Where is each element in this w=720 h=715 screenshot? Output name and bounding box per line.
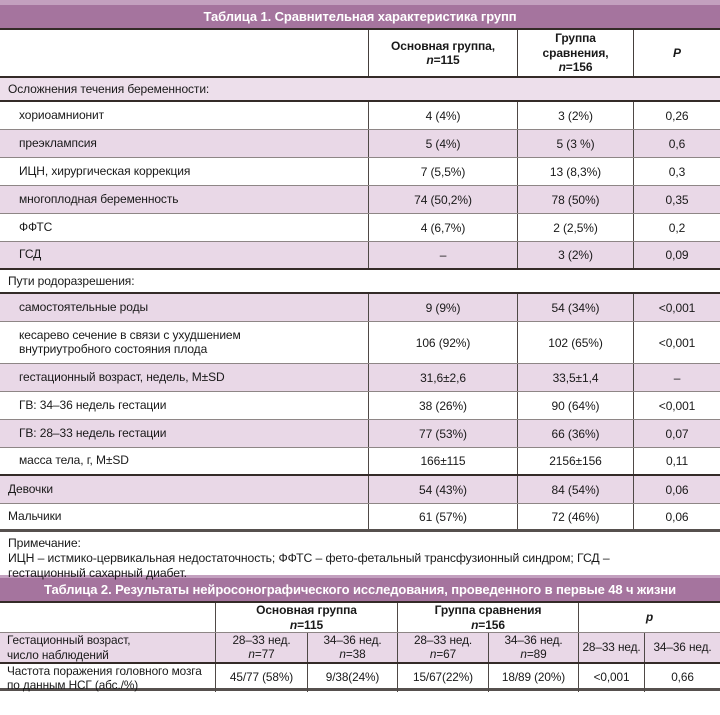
row-label: кесарево сечение в связи с ухудшением внутриутробного состояния плода [19, 327, 241, 356]
row-value-p: 0,11 [633, 448, 720, 474]
table-row [0, 186, 720, 214]
row-value-p: 0,06 [633, 504, 720, 529]
table2-comparison-group-header [397, 603, 578, 632]
comparison-group-label-1: Группа [555, 31, 596, 46]
row-value-comp: 90 (64%) [517, 392, 633, 419]
subheader-label-line2: число наблюдений [7, 647, 109, 662]
footnote-title: Примечание: [8, 536, 81, 550]
row-label: многоплодная беременность [19, 191, 179, 206]
table-row [0, 294, 720, 322]
row-value-p: <0,001 [633, 294, 720, 321]
table2-subheader-row [0, 633, 720, 664]
row-value-main: 4 (4%) [368, 102, 517, 129]
table-row [0, 214, 720, 242]
comparison-group-name: Группа сравнения [434, 603, 542, 618]
row-value-main: 9 (9%) [368, 294, 517, 321]
row-value-comp: 2 (2,5%) [517, 214, 633, 241]
row-value-comp: 5 (3 %) [517, 130, 633, 157]
table2-title: Таблица 2. Результаты нейросонографического исследования, проведенного в первые 48 ч жизни [43, 582, 677, 597]
row-value-comp: 102 (65%) [517, 322, 633, 363]
row-value-comp: 54 (34%) [517, 294, 633, 321]
subcol-header: 34–36 нед. [644, 633, 720, 662]
data-value: 0,66 [644, 664, 720, 692]
table1-header-empty [0, 30, 368, 76]
table-row [0, 476, 720, 504]
row-value-p: 0,3 [633, 158, 720, 185]
main-group-n: n=115 [426, 53, 460, 67]
table2-subheader-label [0, 633, 215, 662]
footnote-body: ИЦН – истмико-цервикальная недостаточность; ФФТС – фето-фетальный трансфузионный синдром; ГСД – гестационный сахарный диабет. [8, 551, 610, 581]
row-value-p: 0,6 [633, 130, 720, 157]
table1-header-comparison-group [517, 30, 633, 76]
table-row [0, 130, 720, 158]
subheader-label-line1: Гестационный возраст, [7, 633, 131, 648]
row-value-p: – [633, 364, 720, 391]
row-label: ИЦН, хирургическая коррекция [19, 163, 191, 178]
row-value-comp: 66 (36%) [517, 420, 633, 447]
row-value-main: 7 (5,5%) [368, 158, 517, 185]
row-value-main: 61 (57%) [368, 504, 517, 529]
row-value-comp: 84 (54%) [517, 476, 633, 503]
table1-header-row [0, 30, 720, 78]
table1-header-main-group [368, 30, 517, 76]
row-label: ГВ: 28–33 недель гестации [19, 425, 167, 440]
table1-footnote [0, 532, 720, 581]
subcol-header: 28–33 нед. n=67 [397, 633, 488, 662]
row-value-main: 5 (4%) [368, 130, 517, 157]
row-value-main: 166±115 [368, 448, 517, 474]
row-value-p: 0,07 [633, 420, 720, 447]
row-value-main: 74 (50,2%) [368, 186, 517, 213]
data-label-line2: по данным НСГ (абс./%) [7, 678, 139, 693]
row-value-main: 31,6±2,6 [368, 364, 517, 391]
row-value-comp: 13 (8,3%) [517, 158, 633, 185]
section-pregnancy-complications: Осложнения течения беременности: [0, 78, 720, 102]
data-value: 45/77 (58%) [215, 664, 307, 692]
table-row [0, 158, 720, 186]
row-label: Девочки [8, 481, 53, 496]
row-label: гестационный возраст, недель, M±SD [19, 369, 225, 384]
table1-title-band [0, 0, 720, 30]
comparison-group-label-2: сравнения, [542, 45, 609, 60]
table-row [0, 392, 720, 420]
row-label: ФФТС [19, 219, 53, 234]
row-value-comp: 72 (46%) [517, 504, 633, 529]
subcol-header: 28–33 нед. [578, 633, 644, 662]
section-delivery-routes: Пути родоразрешения: [0, 270, 720, 294]
subcol-header: 28–33 нед. n=77 [215, 633, 307, 662]
comparison-group-n: n=156 [558, 60, 593, 75]
data-value: 18/89 (20%) [488, 664, 578, 692]
row-label: Мальчики [8, 508, 62, 523]
row-value-comp: 78 (50%) [517, 186, 633, 213]
comparison-group-n: n=156 [471, 617, 505, 632]
row-value-comp: 2156±156 [517, 448, 633, 474]
table2-data-row [0, 664, 720, 691]
table2-header-empty [0, 603, 215, 632]
subcol-header: 34–36 нед. n=38 [307, 633, 397, 662]
table1-title: Таблица 1. Сравнительная характеристика групп [203, 9, 517, 24]
row-label: преэклампсия [19, 135, 97, 150]
row-label: масса тела, г, M±SD [19, 453, 129, 468]
row-value-p: 0,26 [633, 102, 720, 129]
row-value-main: – [368, 242, 517, 268]
row-value-main: 38 (26%) [368, 392, 517, 419]
row-label: ГВ: 34–36 недель гестации [19, 397, 167, 412]
data-value: <0,001 [578, 664, 644, 692]
table-row [0, 420, 720, 448]
row-value-p: 0,09 [633, 242, 720, 268]
row-value-comp: 3 (2%) [517, 102, 633, 129]
row-value-p: 0,2 [633, 214, 720, 241]
row-value-main: 54 (43%) [368, 476, 517, 503]
row-value-p: <0,001 [633, 322, 720, 363]
row-value-p: 0,35 [633, 186, 720, 213]
main-group-n: n=115 [289, 617, 324, 632]
data-label-line1: Частота поражения головного мозга [7, 664, 202, 678]
subcol-header: 34–36 нед. n=89 [488, 633, 578, 662]
table2-data-label [0, 664, 215, 692]
row-value-comp: 3 (2%) [517, 242, 633, 268]
data-value: 9/38(24%) [307, 664, 397, 692]
row-label: ГСД [19, 247, 42, 262]
row-value-main: 77 (53%) [368, 420, 517, 447]
table-row [0, 364, 720, 392]
main-group-label: Основная группа, [391, 38, 495, 53]
row-value-main: 106 (92%) [368, 322, 517, 363]
table2-main-group-header [215, 603, 397, 632]
row-label: самостоятельные роды [19, 299, 148, 314]
row-value-p: 0,06 [633, 476, 720, 503]
table-row [0, 322, 720, 364]
table-row [0, 504, 720, 532]
row-value-main: 4 (6,7%) [368, 214, 517, 241]
row-label: хориоамнионит [19, 107, 105, 122]
table-row [0, 242, 720, 270]
table-row [0, 102, 720, 130]
row-value-comp: 33,5±1,4 [517, 364, 633, 391]
table-row [0, 448, 720, 476]
data-value: 15/67(22%) [397, 664, 488, 692]
main-group-name: Основная группа [256, 603, 357, 618]
table2-group-header-row [0, 603, 720, 633]
table2-p-header: p [578, 603, 720, 632]
table1-header-p: P [633, 30, 720, 76]
row-value-p: <0,001 [633, 392, 720, 419]
